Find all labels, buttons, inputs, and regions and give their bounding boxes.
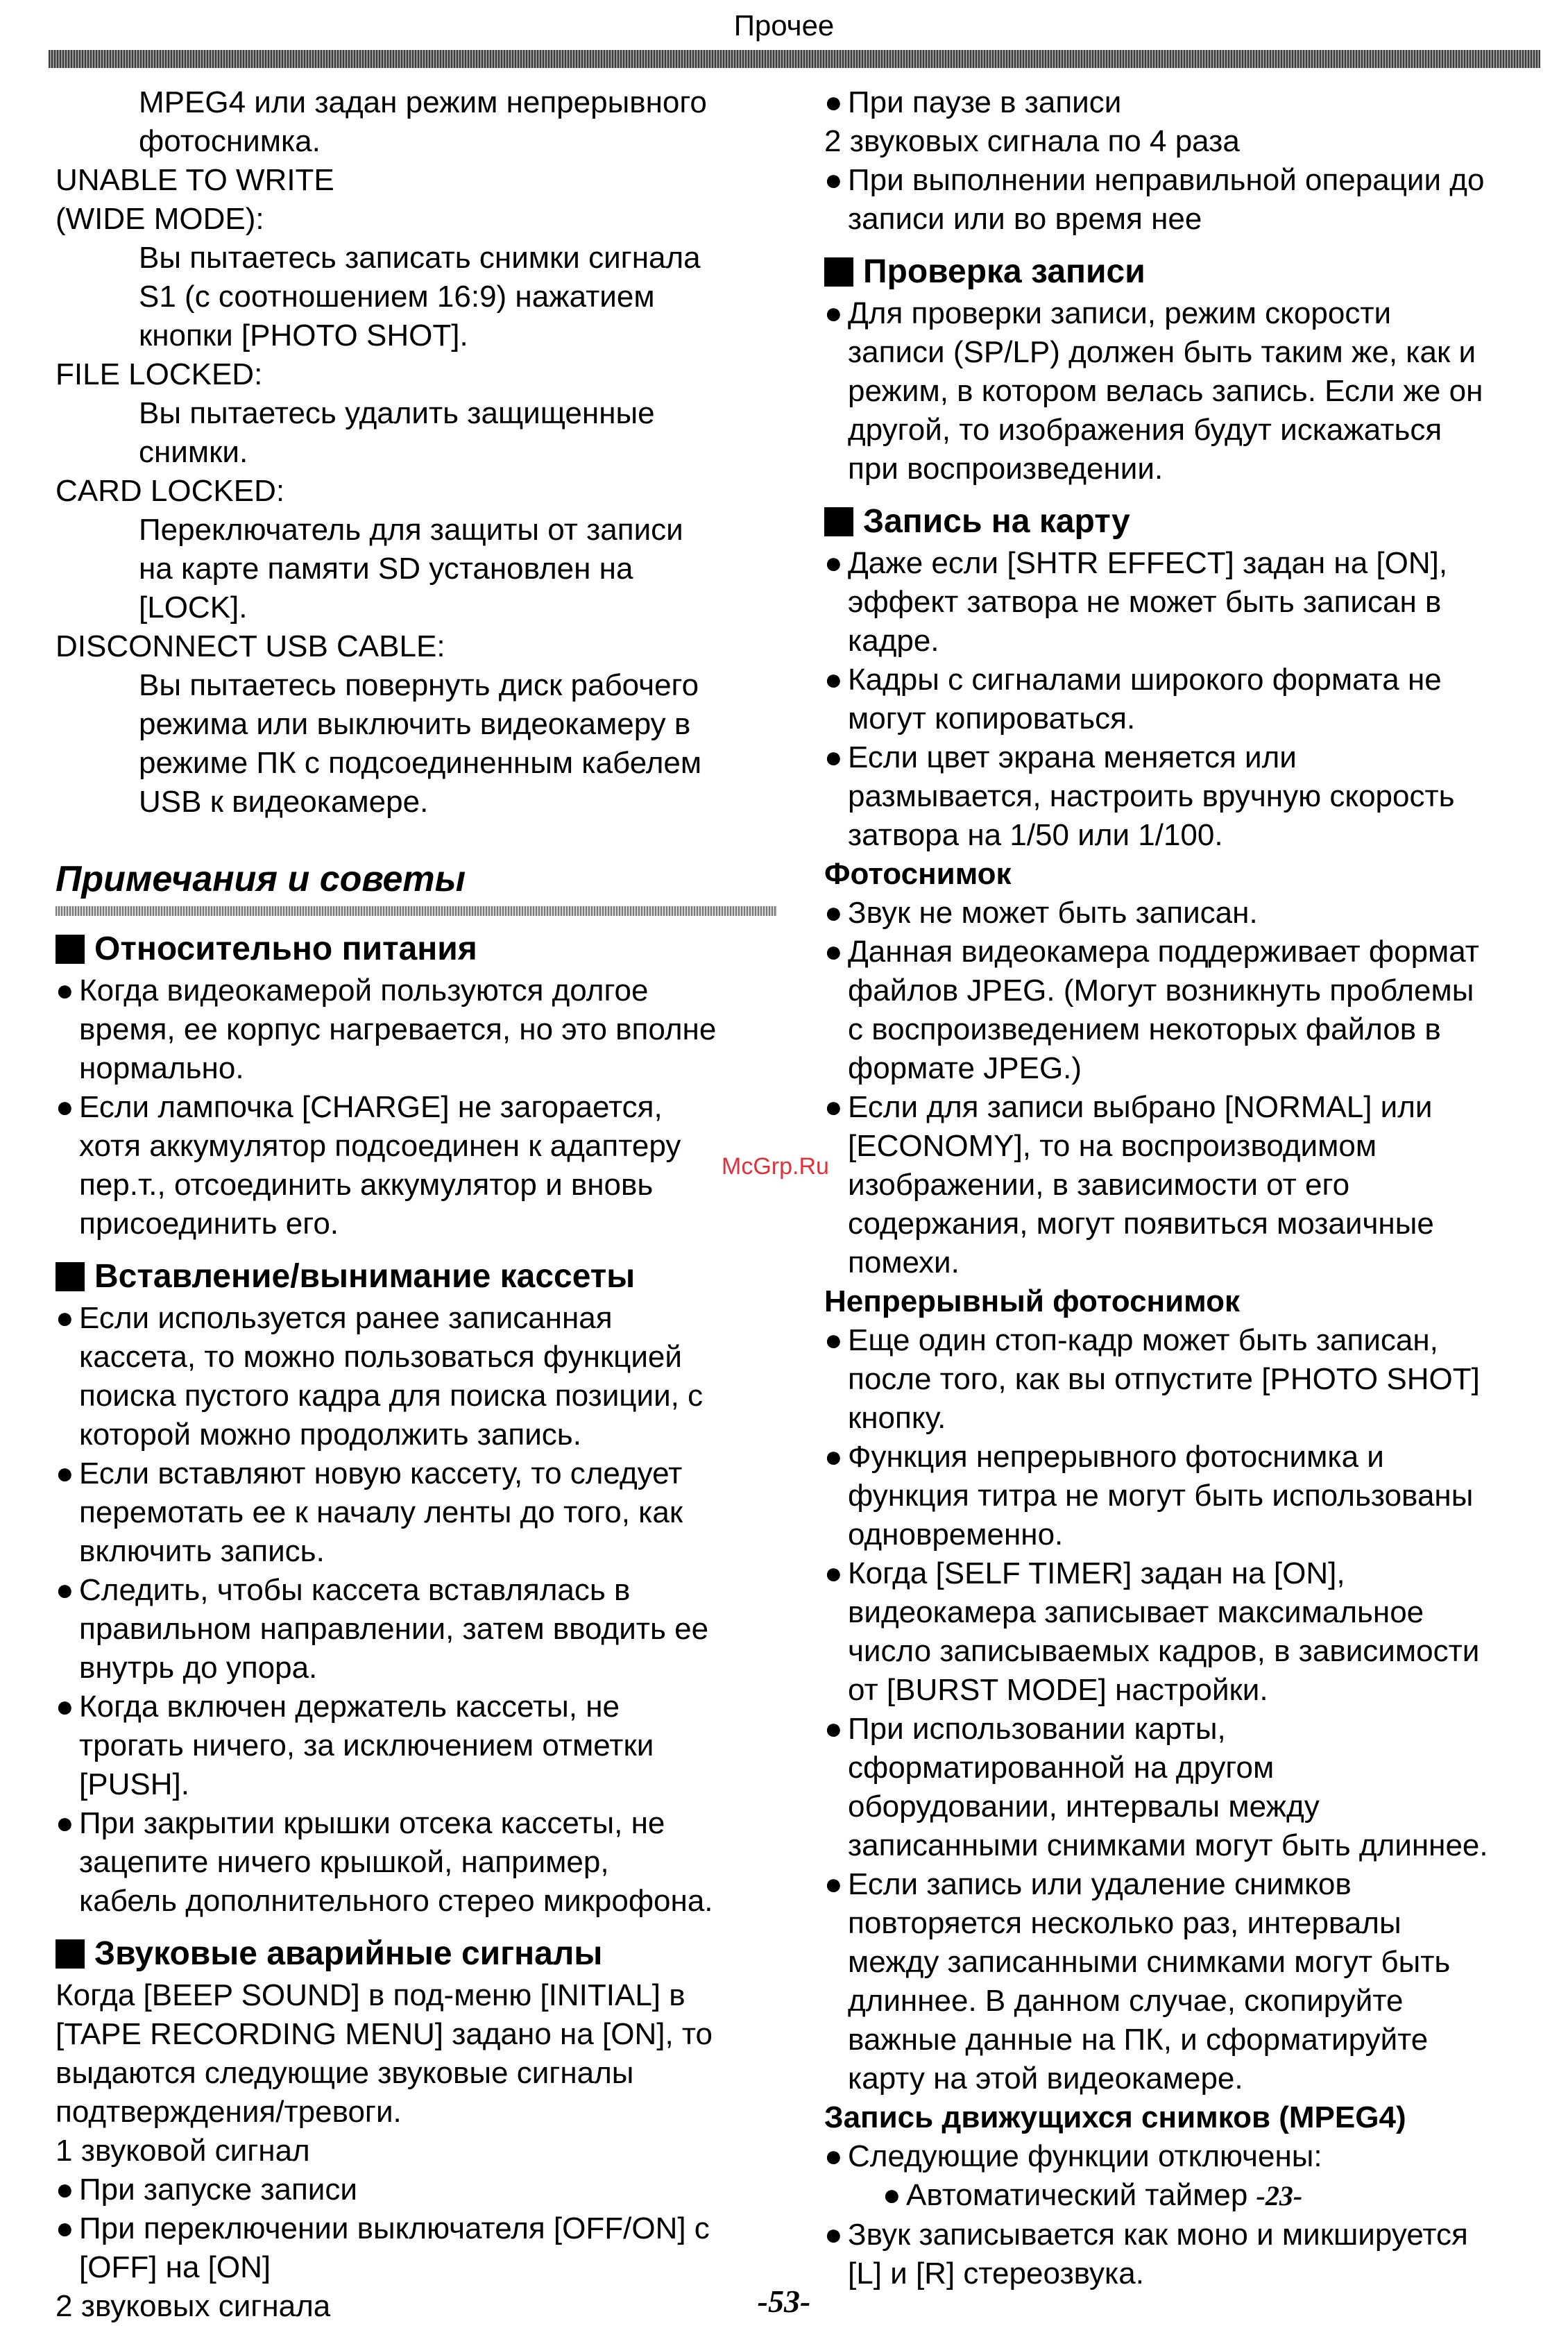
bullet-text-line: [ECONOMY], то на воспроизводимом (848, 1129, 1377, 1163)
bullet-list (56, 971, 777, 1243)
bullet-text-line: которой можно продолжить запись. (79, 1418, 581, 1452)
bullet-text-line: при воспроизведении. (848, 452, 1164, 486)
section-heading-power (56, 928, 777, 970)
bullet-text-line: записи (SP/LP) должен быть таким же, как и (848, 335, 1476, 369)
bullet-item (824, 83, 1546, 122)
message-description: Вы пытаетесь записать снимки сигнала (139, 241, 701, 275)
bullet-text-line: Если вставляют новую кассету, то следует (79, 1456, 683, 1490)
bullet-text-line: сформатированной на другом (848, 1751, 1275, 1785)
bullet-text-line: записанными снимками могут быть длиннее. (848, 1828, 1488, 1862)
square-bullet-icon (56, 1262, 85, 1291)
bullet-text-line: содержания, могут появиться мозаичные (848, 1207, 1434, 1241)
bullet-text-line: кассета, то можно пользоваться функцией (79, 1340, 682, 1374)
bullet-text-line: Если цвет экрана меняется или (848, 740, 1297, 774)
bullet-text-line: затвора на 1/50 или 1/100. (848, 818, 1223, 852)
bullet-text-line: Для проверки записи, режим скорости (848, 296, 1392, 330)
sub-bullet-item (883, 2176, 1546, 2216)
intro-line: фотоснимка. (139, 124, 321, 158)
bullet-text-line: записи или во время нее (848, 202, 1202, 236)
bullet-text-line: между записанными снимками могут быть (848, 1945, 1451, 1979)
bullet-text-line: Звук не может быть записан. (848, 896, 1258, 930)
section-heading-check (824, 251, 1546, 293)
bullet-item (56, 1804, 777, 1921)
bullet-text-line: Еще один стоп-кадр может быть записан, (848, 1323, 1438, 1357)
bullet-text-line: формате JPEG.) (848, 1051, 1082, 1085)
bullet-text-line: включить запись. (79, 1534, 325, 1568)
bullet-text-line: Данная видеокамера поддерживает формат (848, 935, 1479, 969)
bullet-dot-icon: ● (56, 974, 74, 1008)
bullet-dot-icon: ● (824, 1090, 843, 1124)
bullet-dot-icon: ● (56, 2173, 74, 2207)
bullet-text-line: перемотать ее к началу ленты до того, как (79, 1495, 683, 1529)
bullet-item (56, 2209, 777, 2287)
bullet-text-line: с воспроизведением некоторых файлов в (848, 1012, 1441, 1046)
bullet-text-line: Функция непрерывного фотоснимка и (848, 1440, 1384, 1474)
bullet-text-line: внутрь до упора. (79, 1651, 318, 1685)
bullet-dot-icon: ● (56, 1573, 74, 1607)
section-heading-text: Вставление/вынимание кассеты (94, 1258, 636, 1295)
square-bullet-icon (824, 257, 853, 287)
bullet-dot-icon: ● (56, 1690, 74, 1724)
paragraph-line: выдаются следующие звуковые сигналы (56, 2056, 634, 2090)
message-description: на карте памяти SD установлен на (139, 552, 633, 586)
bullet-text-line: хотя аккумулятор подсоединен к адаптеру (79, 1129, 681, 1163)
section-heading-cassette (56, 1256, 777, 1298)
message-description: Переключатель для защиты от записи (139, 513, 683, 547)
bullet-text-line: файлов JPEG. (Могут возникнуть проблемы (848, 974, 1474, 1008)
bullet-dot-icon: ● (824, 1556, 843, 1590)
bullet-text-line: одновременно. (848, 1518, 1064, 1552)
bullet-dot-icon: ● (56, 1301, 74, 1335)
bullet-dot-icon: ● (824, 896, 843, 930)
bullet-text-line: режим, в котором велась запись. Если же он (848, 374, 1483, 408)
square-bullet-icon (56, 1939, 85, 1969)
bullet-text-line: При закрытии крышки отсека кассеты, не (79, 1806, 665, 1840)
header-divider (49, 50, 1540, 68)
section-heading-text: Запись на карту (863, 503, 1130, 540)
bullet-dot-icon: ● (824, 1440, 843, 1474)
bullet-item (824, 294, 1546, 488)
left-column (56, 83, 777, 2326)
bullet-item (56, 1454, 777, 1571)
bullet-text-line: могут копироваться. (848, 702, 1136, 736)
bullet-text-line: кнопку. (848, 1401, 946, 1435)
square-bullet-icon (56, 935, 85, 964)
bullet-dot-icon: ● (824, 546, 843, 580)
bullet-item (56, 2170, 777, 2209)
bullet-item (56, 1688, 777, 1804)
bullet-list (824, 294, 1546, 488)
bullet-text-line: функция титра не могут быть использованы (848, 1479, 1474, 1513)
bullet-text-line: [OFF] на [ON] (79, 2250, 271, 2284)
intro-line: MPEG4 или задан режим непрерывного (139, 85, 707, 119)
bullet-text-line: размывается, настроить вручную скорость (848, 779, 1455, 813)
bullet-text-line: эффект затвора не может быть записан в (848, 585, 1442, 619)
intro-text (56, 83, 777, 161)
label-two-beeps-4x: 2 звуковых сигнала по 4 раза (824, 124, 1240, 158)
label-two-beeps: 2 звуковых сигнала (56, 2289, 331, 2323)
bullet-item (824, 544, 1546, 661)
bullet-dot-icon: ● (883, 2178, 901, 2212)
bullet-text-line: Звук записывается как моно и микшируется (848, 2218, 1468, 2252)
message-description: снимки. (139, 435, 248, 469)
bullet-item (824, 894, 1546, 933)
bullet-text-line: число записываемых кадров, в зависимости (848, 1634, 1480, 1668)
bullet-text-line: время, ее корпус нагревается, но это вполне (79, 1012, 717, 1046)
bullet-item (824, 1710, 1546, 1865)
bullet-text-line: Если лампочка [CHARGE] не загорается, (79, 1090, 663, 1124)
bullet-list (824, 894, 1546, 1282)
bullet-list (824, 1321, 1546, 2098)
bullet-dot-icon: ● (824, 1867, 843, 1901)
bullet-text-line: Если используется ранее записанная (79, 1301, 613, 1335)
bullet-list (824, 544, 1546, 855)
bullet-text-line: кадре. (848, 624, 939, 658)
square-bullet-icon (824, 507, 853, 536)
notes-divider (56, 906, 777, 916)
bullet-item (824, 161, 1546, 239)
right-column (824, 83, 1546, 2293)
bullet-text-line: При использовании карты, (848, 1712, 1226, 1746)
bullet-item (824, 933, 1546, 1088)
label-one-beep: 1 звуковой сигнал (56, 2134, 310, 2168)
bullet-text-line: пер.т., отсоединить аккумулятор и вновь (79, 1168, 654, 1202)
bullet-item (824, 1438, 1546, 1554)
bullet-text-line: присоединить его. (79, 1207, 339, 1241)
bullet-item (824, 1865, 1546, 2098)
message-term: DISCONNECT USB CABLE: (56, 629, 445, 663)
message-description: Вы пытаетесь удалить защищенные (139, 396, 655, 430)
section-heading-text: Относительно питания (94, 930, 477, 967)
bullet-text-line: Следить, чтобы кассета вставлялась в (79, 1573, 631, 1607)
bullet-item (824, 2216, 1546, 2293)
bullet-item (824, 1554, 1546, 1710)
message-term: UNABLE TO WRITE (56, 163, 334, 197)
message-term: FILE LOCKED: (56, 357, 263, 391)
page-header-title: Прочее (733, 9, 835, 42)
bullet-text-line: длиннее. В данном случае, скопируйте (848, 1984, 1404, 2018)
bullet-item (56, 1088, 777, 1243)
message-description: кнопки [PHOTO SHOT]. (139, 318, 468, 352)
message-term: (WIDE MODE): (56, 202, 264, 236)
bullet-text-line: помехи. (848, 1246, 960, 1280)
bullet-text-line: важные данные на ПК, и сформатируйте (848, 2023, 1429, 2057)
bullet-dot-icon: ● (56, 1806, 74, 1840)
bullet-dot-icon: ● (56, 2211, 74, 2245)
bullet-text-line: Когда [SELF TIMER] задан на [ON], (848, 1556, 1345, 1590)
bullet-text-line: [L] и [R] стереозвука. (848, 2257, 1144, 2291)
subheading-burst: Непрерывный фотоснимок (824, 1284, 1241, 1318)
bullet-dot-icon: ● (824, 2218, 843, 2252)
bullet-text-line: Если запись или удаление снимков (848, 1867, 1352, 1901)
bullet-dot-icon: ● (56, 1090, 74, 1124)
section-heading-text: Проверка записи (863, 253, 1145, 290)
bullet-text-line: При выполнении неправильной операции до (848, 163, 1485, 197)
page-number: -53- (757, 2284, 811, 2319)
bullet-text-line: видеокамера записывает максимальное (848, 1595, 1424, 1629)
bullet-item (824, 738, 1546, 855)
bullet-text-line: карту на этой видеокамере. (848, 2062, 1243, 2096)
bullet-item (824, 1088, 1546, 1282)
bullet-text-line: При переключении выключателя [OFF/ON] с (79, 2211, 710, 2245)
notes-title: Примечания и советы (56, 859, 466, 899)
bullet-text-line: При запуске записи (79, 2173, 357, 2207)
bullet-text-line: кабель дополнительного стерео микрофона. (79, 1884, 713, 1918)
bullet-dot-icon: ● (824, 935, 843, 969)
bullet-dot-icon: ● (824, 2139, 843, 2173)
bullet-dot-icon: ● (824, 663, 843, 697)
bullet-dot-icon: ● (824, 85, 843, 119)
bullet-text-line: повторяется несколько раз, интервалы (848, 1906, 1401, 1940)
bullet-item (56, 971, 777, 1088)
bullet-text-line: Даже если [SHTR EFFECT] задан на [ON], (848, 546, 1448, 580)
bullet-item (56, 1571, 777, 1688)
section-heading-card (824, 501, 1546, 543)
paragraph (56, 1976, 777, 2132)
bullet-item (824, 1321, 1546, 1438)
bullet-list (56, 2170, 777, 2287)
bullet-item (824, 661, 1546, 738)
bullet-text-line: от [BURST MODE] настройки. (848, 1673, 1268, 1707)
bullet-item (56, 1299, 777, 1454)
bullet-item (824, 2137, 1546, 2176)
bullet-list (824, 83, 1546, 122)
bullet-text-line: изображении, в зависимости от его (848, 1168, 1350, 1202)
bullet-list (824, 161, 1546, 239)
section-heading-text: Звуковые аварийные сигналы (94, 1935, 603, 1972)
message-description: [LOCK]. (139, 590, 248, 624)
bullet-text: Автоматический таймер (906, 2178, 1248, 2212)
bullet-text-line: правильном направлении, затем вводить ее (79, 1612, 709, 1646)
paragraph-line: подтверждения/тревоги. (56, 2095, 402, 2129)
bullet-text-line: после того, как вы отпустите [PHOTO SHOT] (848, 1362, 1480, 1396)
bullet-text-line: поиска пустого кадра для поиска позиции, с (79, 1379, 704, 1413)
bullet-dot-icon: ● (824, 1712, 843, 1746)
bullet-text: Следующие функции отключены: (848, 2139, 1322, 2173)
bullet-text-line: При паузе в записи (848, 85, 1122, 119)
bullet-dot-icon: ● (824, 740, 843, 774)
page-reference: -23- (1256, 2180, 1303, 2211)
bullet-dot-icon: ● (824, 296, 843, 330)
section-heading-beep (56, 1933, 777, 1975)
bullet-list (824, 2216, 1546, 2293)
bullet-dot-icon: ● (824, 163, 843, 197)
paragraph-line: [TAPE RECORDING MENU] задано на [ON], то (56, 2017, 713, 2051)
message-description: S1 (с соотношением 16:9) нажатием (139, 280, 655, 314)
message-term: CARD LOCKED: (56, 474, 285, 508)
bullet-list (56, 1299, 777, 1921)
bullet-text-line: оборудовании, интервалы между (848, 1790, 1320, 1824)
bullet-text-line: другой, то изображения будут искажаться (848, 413, 1442, 447)
bullet-text-line: зацепите ничего крышкой, например, (79, 1845, 609, 1879)
message-description: Вы пытаетесь повернуть диск рабочего (139, 668, 699, 702)
message-description: режиме ПК с подсоединенным кабелем (139, 746, 702, 780)
bullet-dot-icon: ● (824, 1323, 843, 1357)
bullet-text-line: Если для записи выбрано [NORMAL] или (848, 1090, 1433, 1124)
bullet-text-line: нормально. (79, 1051, 244, 1085)
bullet-text-line: трогать ничего, за исключением отметки (79, 1728, 654, 1762)
message-description: режима или выключить видеокамеру в (139, 707, 691, 741)
error-message-list (56, 161, 777, 822)
subheading-mpeg4: Запись движущихся снимков (MPEG4) (824, 2100, 1406, 2134)
bullet-dot-icon: ● (56, 1456, 74, 1490)
bullet-text-line: Кадры с сигналами широкого формата не (848, 663, 1442, 697)
subheading-photo: Фотоснимок (824, 857, 1012, 891)
message-description: USB к видеокамере. (139, 785, 429, 819)
bullet-text-line: Когда видеокамерой пользуются долгое (79, 974, 649, 1008)
watermark: McGrp.Ru (722, 1153, 829, 1180)
bullet-text-line: [PUSH]. (79, 1767, 189, 1801)
bullet-text-line: Когда включен держатель кассеты, не (79, 1690, 620, 1724)
paragraph-line: Когда [BEEP SOUND] в под-меню [INITIAL] в (56, 1978, 685, 2012)
